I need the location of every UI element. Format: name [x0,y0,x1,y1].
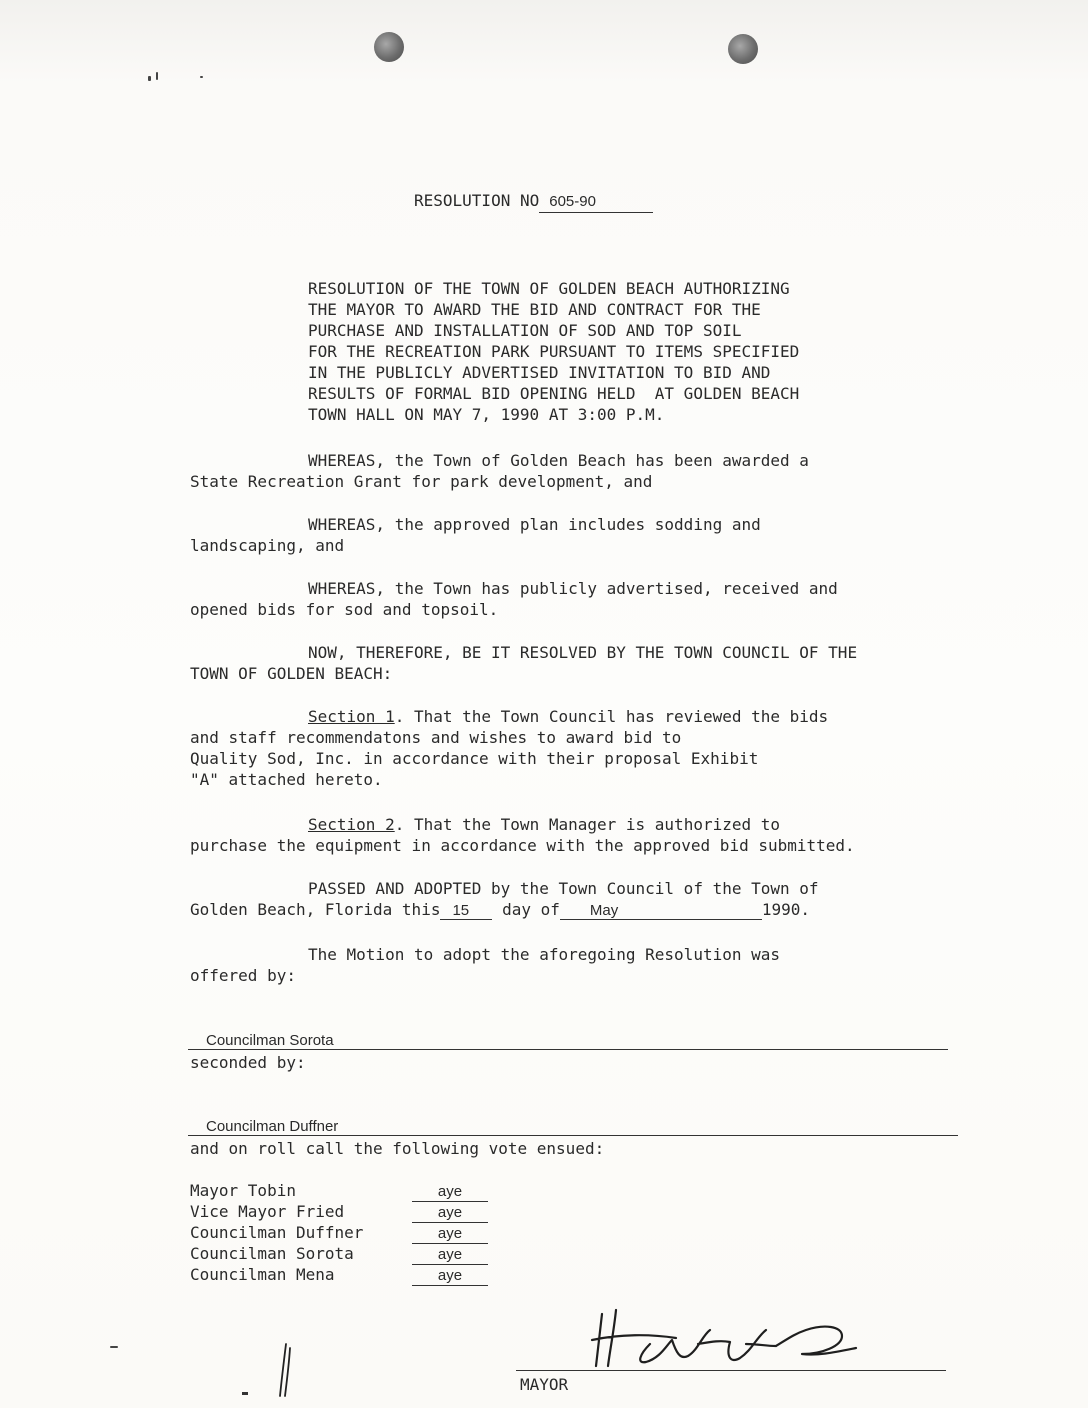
heading-line: FOR THE RECREATION PARK PURSUANT TO ITEMS SPECIFIED [308,342,800,361]
section-1-label: Section 1 [308,707,395,726]
stray-pen-mark [236,1340,296,1400]
resolution-number: 605-90 [539,191,653,213]
mayor-signature-line [516,1370,946,1371]
heading-line: THE MAYOR TO AWARD THE BID AND CONTRACT FOR THE [308,300,761,319]
mayor-label: MAYOR [520,1375,569,1394]
paragraph-line: and staff recommendatons and wishes to award bid to [190,728,682,747]
paragraph-line: purchase the equipment in accordance with the approved bid submitted. [190,836,855,855]
section-1 [190,706,990,790]
passed-adopted-paragraph [190,878,990,920]
whereas-paragraph-1 [190,450,990,492]
paragraph-line: Golden Beach, Florida this [190,900,441,919]
paragraph-line: WHEREAS, the approved plan includes sodding and [308,515,761,534]
whereas-paragraph-2 [190,514,990,556]
punch-hole [374,32,404,62]
vote-value: aye [412,1245,488,1265]
scan-speck [156,72,158,80]
heading-line: RESOLUTION OF THE TOWN OF GOLDEN BEACH AUTHORIZING [308,279,790,298]
voter-name: Councilman Mena [190,1265,335,1284]
seconded-by-name: Councilman Duffner [206,1118,339,1135]
paragraph-line: TOWN OF GOLDEN BEACH: [190,664,393,683]
seconded-by-line [188,1135,958,1136]
paragraph-line: NOW, THEREFORE, BE IT RESOLVED BY THE TOWN COUNCIL OF THE [308,643,858,662]
section-2-label: Section 2 [308,815,395,834]
resolved-paragraph [190,642,990,684]
paragraph-line: Quality Sod, Inc. in accordance with their proposal Exhibit [190,749,759,768]
offered-by-line [188,1049,948,1050]
paragraph-line: offered by: [190,966,296,985]
year-text: 1990. [761,900,811,919]
paragraph-line: The Motion to adopt the aforegoing Resolution was [308,945,781,964]
paragraph-line: "A" attached hereto. [190,770,383,789]
scan-speck [200,76,203,78]
vote-value: aye [412,1203,488,1223]
paragraph-line: opened bids for sod and topsoil. [190,600,499,619]
offered-by-name: Councilman Sorota [206,1032,334,1049]
day-field: 15 [440,900,492,920]
resolution-label: RESOLUTION NO [414,191,540,210]
voter-name: Vice Mayor Fried [190,1202,345,1221]
paragraph-line: . That the Town Council has reviewed the bids [394,707,829,726]
voter-name: Mayor Tobin [190,1181,296,1200]
paragraph-line: WHEREAS, the Town of Golden Beach has been awarded a [308,451,809,470]
vote-value: aye [412,1182,488,1202]
month-field: May [560,900,762,920]
seconded-label: seconded by: [190,1053,306,1072]
punch-hole [728,34,758,64]
heading-line: IN THE PUBLICLY ADVERTISED INVITATION TO BID AND [308,363,771,382]
section-2 [190,814,990,856]
heading-line: PURCHASE AND INSTALLATION OF SOD AND TOP SOIL [308,321,742,340]
motion-paragraph [190,944,990,986]
whereas-paragraph-3 [190,578,990,620]
paragraph-line: PASSED AND ADOPTED by the Town Council of the Town of [308,879,819,898]
paragraph-line: day of [502,900,560,919]
mayor-signature [580,1300,880,1380]
resolution-heading [308,278,908,425]
paragraph-line: landscaping, and [190,536,345,555]
heading-line: RESULTS OF FORMAL BID OPENING HELD AT GOLDEN BEACH [308,384,800,403]
voter-name: Councilman Duffner [190,1223,364,1242]
vote-value: aye [412,1224,488,1244]
paragraph-line: State Recreation Grant for park development, and [190,472,653,491]
scan-speck [148,76,151,81]
paragraph-line: . That the Town Manager is authorized to [394,815,781,834]
voter-name: Councilman Sorota [190,1244,354,1263]
scan-speck [110,1346,118,1348]
vote-value: aye [412,1266,488,1286]
paragraph-line: WHEREAS, the Town has publicly advertised, received and [308,579,838,598]
resolution-title [414,190,653,213]
roll-call-text: and on roll call the following vote ensued: [190,1139,605,1158]
heading-line: TOWN HALL ON MAY 7, 1990 AT 3:00 P.M. [308,405,665,424]
